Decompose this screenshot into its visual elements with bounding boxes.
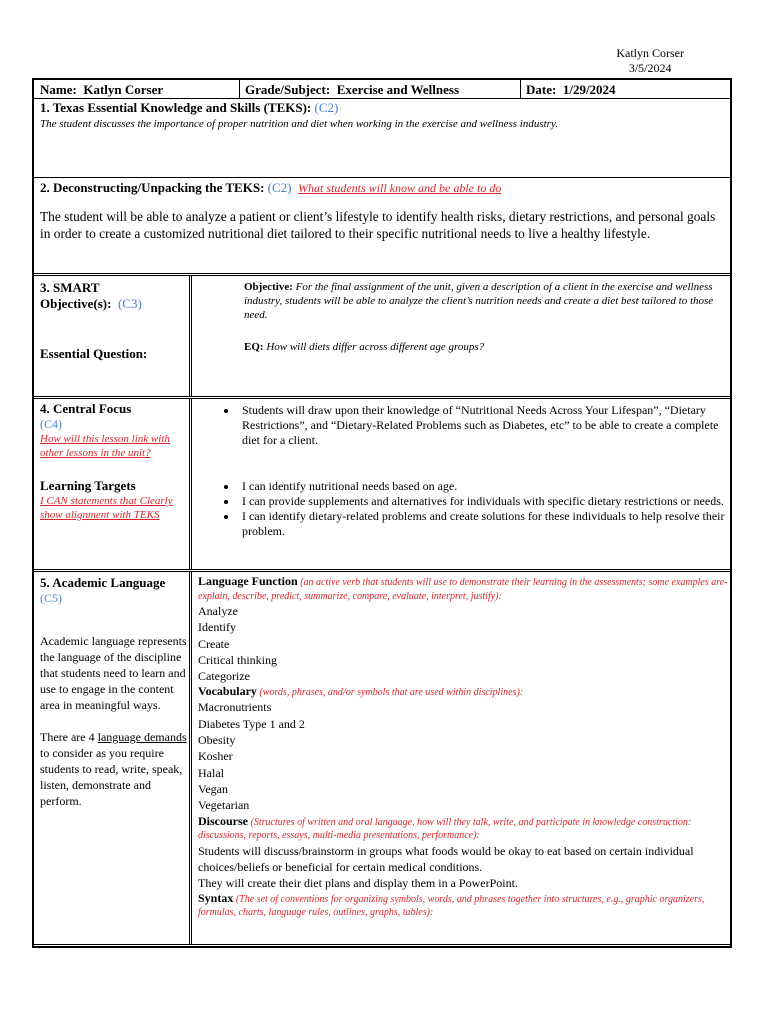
essential-question-label: Essential Question:: [40, 346, 148, 361]
language-function: Language Function (an active verb that students will use to demonstrate their learning in the assessments; some examples are- explain, describe, predict, summarize, compare, evaluate, interpret, justify):: [198, 574, 728, 602]
syntax-label: Syntax (The set of conventions for organizing symbols, words, and phrases together into structures, e.g., graphic organizers, formulas, charts, language rules, outlines, graphs, tables):: [198, 890, 705, 919]
function-list: [198, 603, 728, 684]
deconstruct-code: (C2): [267, 180, 292, 195]
smart-objective: Objective: For the final assignment of the unit, given a description of a client in the exercise and wellness industry, students will be able to analyze the client’s nutrition needs and create a diet best tailored to those need.: [244, 281, 714, 321]
academic-code: (C5): [40, 591, 62, 605]
list-item: Vegetarian: [198, 798, 250, 813]
smart-eq: EQ: How will diets differ across different age groups?: [244, 341, 485, 353]
central-focus-title: 4. Central Focus: [40, 401, 132, 416]
list-item: Diabetes Type 1 and 2: [198, 716, 305, 731]
target-item: • I can identify nutritional needs based on age.: [238, 479, 728, 494]
academic-left: [40, 575, 188, 809]
header-date: 3/5/2024: [628, 61, 672, 75]
central-focus-right: [216, 403, 728, 539]
list-item: Obesity: [198, 733, 236, 748]
learning-targets-title: Learning Targets: [40, 478, 136, 493]
teks-code: (C2): [314, 100, 339, 115]
target-item: • I can identify dietary-related problems and create solutions for these individuals to help resolve their problem.: [238, 509, 728, 539]
target-item: • I can provide supplements and alternatives for individuals with specific dietary restrictions or needs.: [238, 494, 728, 509]
name-value: Katlyn Corser: [83, 82, 164, 97]
list-item: Macronutrients: [198, 700, 272, 715]
central-focus-section: [34, 399, 730, 569]
lesson-plan-form: [32, 78, 732, 948]
smart-title: 3. SMART Objective(s): (C3): [40, 280, 142, 311]
learning-targets-prompt: I CAN statements that Clearly show alignment with TEKS: [40, 495, 173, 521]
teks-title: 1. Texas Essential Knowledge and Skills (TEKS): (C2): [40, 100, 339, 115]
list-item: Create: [198, 636, 230, 651]
grade-cell: Grade/Subject: Exercise and Wellness: [245, 82, 460, 97]
list-item: Critical thinking: [198, 652, 277, 667]
focus-bullet: • Students will draw upon their knowledge of “Nutritional Needs Across Your Lifespan”, “Dietary Restrictions”, and “Dietary-Related Problems such as Diabetes, etc” to be able to create a complete diet for a client.: [238, 403, 728, 448]
smart-section: [34, 276, 730, 396]
list-item: Categorize: [198, 669, 250, 684]
list-item: Halal: [198, 765, 224, 780]
list-item: Analyze: [198, 604, 238, 618]
smart-code: (C3): [117, 296, 142, 311]
discourse-text: They will create their diet plans and display them in a PowerPoint.: [198, 875, 518, 890]
vocabulary-label: Vocabulary (words, phrases, and/or symbols that are used within disciplines):: [198, 684, 524, 699]
header-name: Katlyn Corser: [616, 46, 684, 60]
academic-right: [198, 574, 728, 920]
list-item: Kosher: [198, 749, 233, 764]
academic-language-section: [34, 572, 730, 944]
date-value: 1/29/2024: [562, 82, 616, 97]
academic-title: 5. Academic Language: [40, 575, 166, 590]
list-item: Vegan: [198, 781, 228, 796]
central-focus-code: (C4): [40, 417, 62, 431]
vocab-list: [198, 699, 728, 813]
central-focus-left: [40, 401, 188, 522]
name-cell: Name: Katlyn Corser: [40, 82, 164, 97]
page-header: [616, 46, 684, 76]
info-row: [34, 80, 730, 98]
discourse-label: Discourse (Structures of written and oral language, how will they talk, write, and participate in knowledge construction: discussions, reports, essays, multi-media presentations, performance):: [198, 813, 692, 842]
date-cell: Date: 1/29/2024: [526, 82, 616, 97]
academic-demands: There are 4 language demands to consider as you require students to read, write, speak, listen, demonstrate and perform.: [40, 730, 187, 808]
central-focus-prompt: How will this lesson link with other lessons in the unit?: [40, 433, 170, 459]
list-item: Identify: [198, 620, 236, 635]
teks-body: The student discusses the importance of proper nutrition and diet when working in the exercise and wellness industry.: [40, 118, 558, 130]
deconstruct-title: 2. Deconstructing/Unpacking the TEKS: (C2) What students will know and be able to do: [40, 180, 502, 195]
academic-desc: Academic language represents the language of the discipline that students need to learn and use to engage in the content area in meaningful ways.: [40, 634, 187, 712]
discourse-text: Students will discuss/brainstorm in groups what foods would be okay to eat based on certain individual choices/beliefs or beneficial for certain medical conditions.: [198, 843, 694, 874]
deconstruct-body: The student will be able to analyze a patient or client’s lifestyle to identify health risks, dietary restrictions, and personal goals in order to create a customized nutritional diet tailored to their specific nutritional needs to live a healthy lifestyle.: [40, 209, 716, 241]
teks-section: [34, 99, 730, 177]
deconstruct-prompt: What students will know and be able to do: [298, 181, 502, 195]
deconstruct-section: [34, 178, 730, 273]
grade-value: Exercise and Wellness: [336, 82, 460, 97]
